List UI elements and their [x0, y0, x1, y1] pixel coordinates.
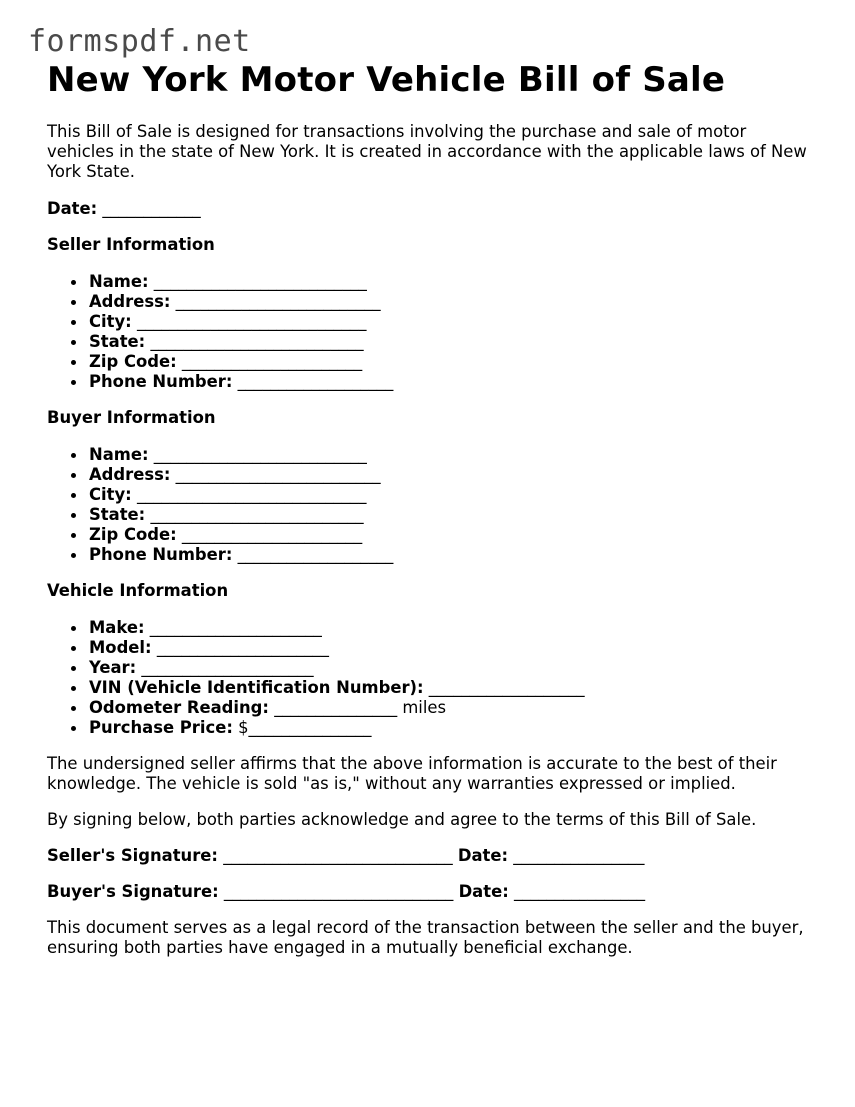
field-blank[interactable]: $_______________ [238, 718, 372, 737]
field-label: Purchase Price: [89, 718, 233, 737]
field-label: Phone Number: [89, 545, 233, 564]
closing-paragraph: This document serves as a legal record of the transaction between the seller and the buyer, ensuring both parties have engaged in a mutually beneficial exchange. [47, 918, 804, 957]
field-label: City: [89, 312, 132, 331]
field-label: Odometer Reading: [89, 698, 269, 717]
buyer-signature-line [47, 882, 817, 902]
field-blank[interactable]: ___________________ [428, 678, 585, 697]
seller-state-field [89, 332, 817, 352]
field-label: Address: [89, 292, 171, 311]
field-blank[interactable]: ____________________________ [136, 485, 367, 504]
buyer-state-field [89, 505, 817, 525]
vehicle-year-field [89, 658, 817, 678]
date-field [47, 199, 817, 219]
seller-phone-field [89, 372, 817, 392]
field-blank[interactable]: __________________________ [153, 445, 367, 464]
vehicle-make-field [89, 618, 817, 638]
vehicle-odometer-field [89, 698, 817, 718]
buyer-signature-date-blank[interactable]: ________________ [513, 882, 646, 901]
field-label: State: [89, 332, 146, 351]
buyer-zip-field [89, 525, 817, 545]
date-blank[interactable]: ____________ [102, 199, 201, 218]
field-label: Year: [89, 658, 137, 677]
buyer-signature-date-label: Date: [458, 882, 509, 901]
intro-paragraph: This Bill of Sale is designed for transactions involving the purchase and sale of motor vehicles in the state of New York. It is created in accordance with the applicable laws of New York State. [47, 122, 807, 181]
buyer-signature-blank[interactable]: ____________________________ [223, 882, 454, 901]
seller-signature-line [47, 846, 817, 866]
buyer-name-field [89, 445, 817, 465]
seller-field-list [47, 272, 817, 392]
seller-address-field [89, 292, 817, 312]
field-blank[interactable]: _________________________ [175, 292, 381, 311]
seller-signature-date-label: Date: [457, 846, 509, 865]
vehicle-field-list [47, 618, 817, 738]
field-blank[interactable]: _____________________ [156, 638, 329, 657]
buyer-address-field [89, 465, 817, 485]
seller-signature-blank[interactable]: ____________________________ [223, 846, 453, 865]
field-label: State: [89, 505, 146, 524]
vehicle-price-field [89, 718, 817, 738]
field-blank[interactable]: _________________________ [175, 465, 381, 484]
field-blank[interactable]: ______________________ [181, 525, 363, 544]
field-blank[interactable]: ___________________ [237, 545, 394, 564]
field-blank[interactable]: __________________________ [153, 272, 367, 291]
seller-name-field [89, 272, 817, 292]
field-label: Make: [89, 618, 145, 637]
field-blank[interactable]: _____________________ [149, 618, 322, 637]
vehicle-vin-field [89, 678, 817, 698]
buyer-signature-label: Buyer's Signature: [47, 882, 219, 901]
affirmation-paragraph: The undersigned seller affirms that the above information is accurate to the best of their knowledge. The vehicle is sold "as is," without any warranties expressed or implied. [47, 754, 777, 793]
field-blank[interactable]: ____________________________ [136, 312, 367, 331]
seller-signature-date-blank[interactable]: ________________ [513, 846, 645, 865]
field-label: City: [89, 485, 132, 504]
acknowledge-paragraph: By signing below, both parties acknowledge and agree to the terms of this Bill of Sale. [47, 810, 757, 829]
vehicle-heading: Vehicle Information [47, 581, 229, 600]
field-label: Model: [89, 638, 152, 657]
vehicle-model-field [89, 638, 817, 658]
document-page [47, 58, 817, 958]
field-blank[interactable]: ___________________ [237, 372, 394, 391]
seller-heading: Seller Information [47, 235, 215, 254]
buyer-heading: Buyer Information [47, 408, 216, 427]
buyer-phone-field [89, 545, 817, 565]
watermark: formspdf.net [28, 24, 251, 59]
page-title: New York Motor Vehicle Bill of Sale [47, 60, 726, 100]
field-label: Zip Code: [89, 352, 177, 371]
field-blank[interactable]: _____________________ [141, 658, 314, 677]
field-blank[interactable]: __________________________ [150, 505, 364, 524]
buyer-city-field [89, 485, 817, 505]
field-label: VIN (Vehicle Identification Number): [89, 678, 424, 697]
seller-signature-label: Seller's Signature: [47, 846, 218, 865]
date-label: Date: [47, 199, 98, 218]
seller-zip-field [89, 352, 817, 372]
seller-city-field [89, 312, 817, 332]
field-blank[interactable]: ______________________ [181, 352, 363, 371]
buyer-field-list [47, 445, 817, 565]
field-label: Name: [89, 445, 149, 464]
field-label: Address: [89, 465, 171, 484]
field-label: Phone Number: [89, 372, 233, 391]
field-blank[interactable]: __________________________ [150, 332, 364, 351]
field-blank[interactable]: _______________ miles [274, 698, 447, 717]
field-label: Name: [89, 272, 149, 291]
field-label: Zip Code: [89, 525, 177, 544]
